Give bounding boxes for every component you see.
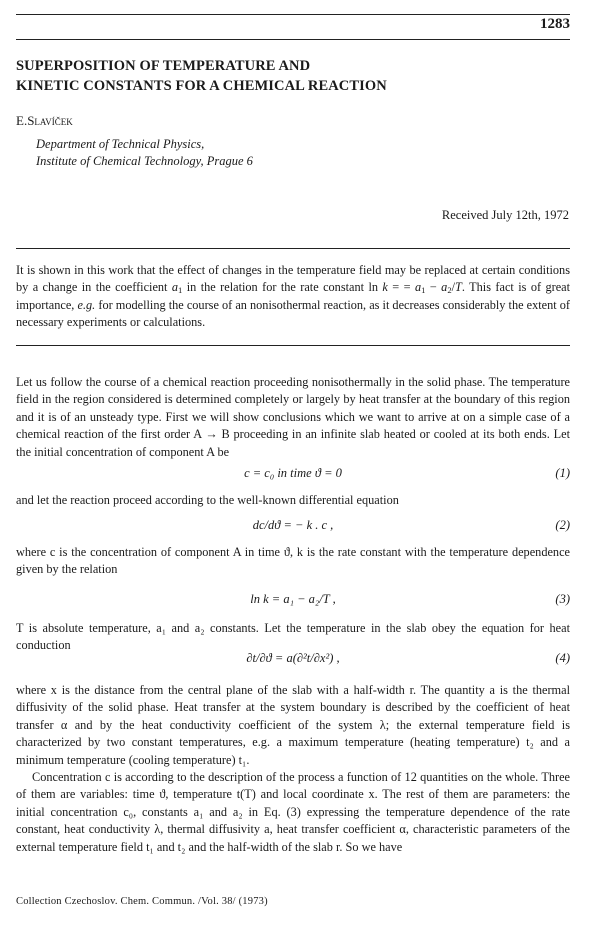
abstract-top-rule xyxy=(16,248,570,249)
author-initial: E. xyxy=(16,113,28,128)
equation-2-expr: dc/dϑ = − k . c , xyxy=(252,518,334,532)
paragraph-3-text: where c is the concentration of component A in time ϑ, k is the rate constant with the temperature dependence given by the relation xyxy=(16,545,570,577)
abstract-text-1: It is shown in this work that the effect of changes in the temperature field may be replaced at certain conditions by a change in the coefficient xyxy=(16,263,570,295)
paragraph-5 xyxy=(16,682,570,856)
paragraph-2 xyxy=(16,492,570,509)
paragraph-4-text: T is absolute temperature, a₁ and a₂ constants. Let the temperature in the slab obey the equation for heat conduction xyxy=(16,621,570,653)
equation-4 xyxy=(16,651,570,669)
affiliation-line-1: Department of Technical Physics, xyxy=(36,137,205,151)
equation-4-number: (4) xyxy=(555,651,570,665)
affiliation-line-2: Institute of Chemical Technology, Prague 6 xyxy=(36,154,253,168)
header-rule xyxy=(16,39,570,40)
received-date: Received July 12th, 1972 xyxy=(441,208,569,222)
equation-3-number: (3) xyxy=(555,592,570,606)
equation-1 xyxy=(16,466,570,484)
title-line-1: SUPERPOSITION OF TEMPERATURE AND xyxy=(16,58,311,74)
abstract-bottom-rule xyxy=(16,345,570,346)
title-line-2: KINETIC CONSTANTS FOR A CHEMICAL REACTION xyxy=(16,78,387,94)
paragraph-5-text: where x is the distance from the central plane of the slab with a half-width r. The quantity a is the thermal diffusivity of the solid phase. Heat transfer at the system boundary is described by the coefficient of heat transfer α and by the heat conductivity coefficient of the system λ; the external temperature field is characterized by two constant temperatures, e.g. a maximum temperature (heating temperature) t₂ and a minimum temperature (cooling temperature) t₁. xyxy=(16,683,570,767)
paragraph-1-text: Let us follow the course of a chemical reaction proceeding nonisothermally in the solid phase. The temperature field in the region considered is determined completely or largely by heat transfer at the boundary of this region and it is of an unsteady type. First we will show conclusions which we want to arrive at on a simple case of a chemical reaction of the first order A → B proceeding in an infinite slab heated or cooled at its both ends. Let the initial concentration of component A be xyxy=(16,375,570,459)
equation-1-number: (1) xyxy=(555,466,570,480)
abstract: It is shown in this work that the effect of changes in the temperature field may be replaced at certain conditions by a change in the coefficient $a_1$ in the relation for the rate constant ln k = = $a_1 - a_2/T$. This fact is of great importance, e.g. for modelling the course of an nonisothermal reaction, as it decreases considerably the extent of necessary experiments or calculations. xyxy=(16,263,571,330)
top-rule xyxy=(16,14,570,15)
equation-2-number: (2) xyxy=(555,518,570,532)
equation-4-expr: ∂t/∂ϑ = a(∂²t/∂x²) , xyxy=(246,651,340,665)
author xyxy=(16,113,73,129)
abstract-text-2: in the relation for the rate constant ln xyxy=(186,280,379,295)
abstract-text-3: This fact is of great importance, xyxy=(16,280,571,312)
equation-3 xyxy=(16,592,570,610)
paragraph-3 xyxy=(16,544,570,579)
equation-1-expr: c = c₀ in time ϑ = 0 xyxy=(244,466,342,480)
abstract-text-4: e.g. xyxy=(77,297,96,312)
page-number: 1283 xyxy=(540,16,570,32)
article-title xyxy=(16,56,387,96)
paragraph-6-text: Concentration c is according to the description of the process a function of 12 quantities on the whole. Three of them are variables: time ϑ, temperature t(T) and local coordinate x. The rest of them are parameters: the initial concentration c₀, constants a₁ and a₂ in Eq. (3) expressing the temperature dependence of the rate constant, heat conductivity λ, thermal diffusivity a, heat transfer coefficient α, characteristic parameters of the external temperature field t₁ and t₂ and the half-width of the slab r. So we have xyxy=(16,770,570,854)
paragraph-1 xyxy=(16,374,570,461)
paragraph-4 xyxy=(16,620,570,655)
abstract-text-5: for modelling the course of an nonisothermal reaction, as it decreases considerably the extent of necessary experiments or calculations. xyxy=(16,297,571,330)
affiliation xyxy=(36,136,253,170)
journal-footer: Collection Czechoslov. Chem. Commun. /Vol. 38/ (1973) xyxy=(16,896,268,907)
paragraph-2-text: and let the reaction proceed according to the well-known differential equation xyxy=(16,493,399,507)
equation-2 xyxy=(16,518,570,536)
author-surname: Slavíček xyxy=(27,113,73,128)
equation-3-expr: ln k = a₁ − a₂/T , xyxy=(250,592,336,606)
